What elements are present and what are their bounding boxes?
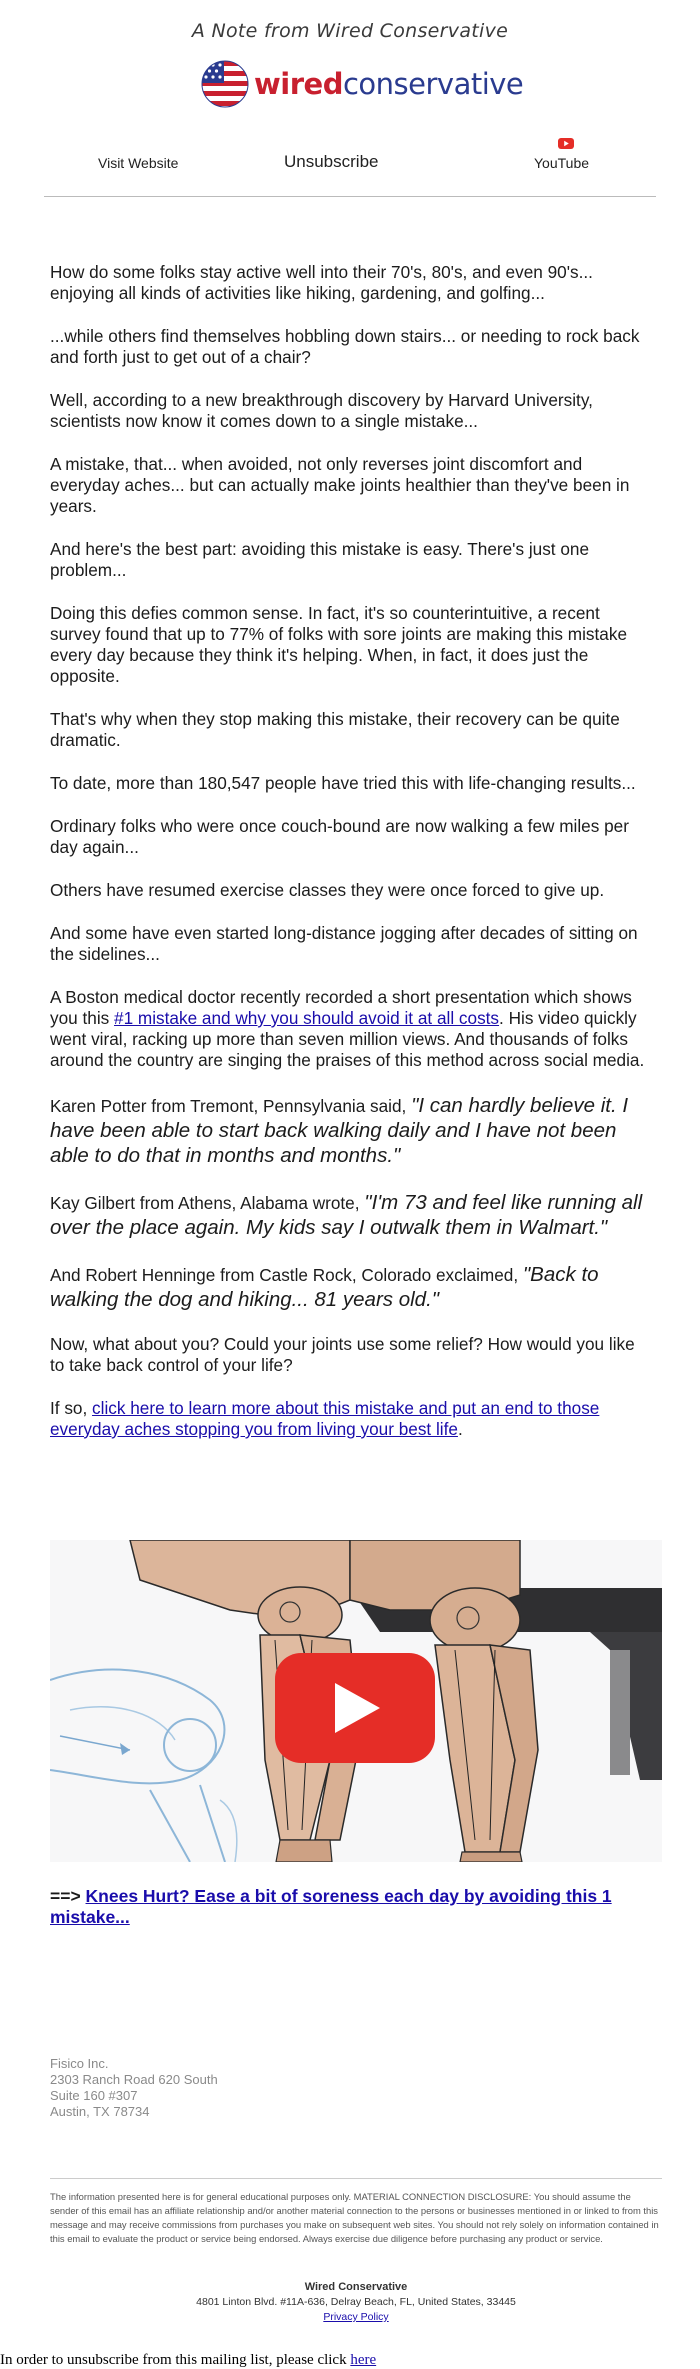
logo-wired-text: wired — [254, 67, 343, 101]
testimonial — [50, 1262, 650, 1312]
paragraph: That's why when they stop making this mistake, their recovery can be quite dramatic. — [50, 709, 620, 750]
address-company: Fisico Inc. — [50, 2056, 109, 2071]
unsubscribe-link[interactable]: Unsubscribe — [284, 152, 379, 171]
paragraph-text: A Boston medical doctor recently recorded a short presentation which shows you this — [50, 987, 632, 1028]
brand-logo[interactable] — [200, 58, 524, 110]
mistake-video-link[interactable]: #1 mistake and why you should avoid it at all costs — [114, 1008, 500, 1028]
logo-wordmark — [254, 67, 523, 101]
paragraph-text: . — [457, 1419, 463, 1439]
unsubscribe-here-link[interactable]: here — [350, 2352, 377, 2368]
cta-line — [50, 1886, 660, 1928]
youtube-icon[interactable] — [558, 138, 574, 149]
paragraph-text: If so, — [50, 1398, 93, 1418]
logo-conservative-text: conservative — [342, 67, 524, 101]
address-line: 2303 Ranch Road 620 South — [50, 2072, 218, 2087]
paragraph-with-link — [50, 1398, 650, 1440]
footer-address: 4801 Linton Blvd. #11A-636, Delray Beach, FL, United States, 33445 — [196, 2296, 516, 2308]
testimonial — [50, 1190, 650, 1240]
footer-brand-name: Wired Conservative — [304, 2281, 408, 2293]
testimonial-quote: "I'm 73 and feel like running all over the place again. My kids say I outwalk them in Walmart." — [50, 1191, 643, 1239]
testimonial-quote: "Back to walking the dog and hiking... 81 years old." — [50, 1263, 599, 1311]
unsubscribe-notice-text: In order to unsubscribe from this mailing list, please click — [0, 2352, 351, 2368]
knee-illustration — [50, 1540, 662, 1862]
paragraph: Others have resumed exercise classes they were once forced to give up. — [50, 880, 605, 900]
header-note: A Note from Wired Conservative — [191, 20, 509, 42]
paragraph: A mistake, that... when avoided, not only reverses joint discomfort and everyday aches... but can actually make joints healthier than they've been in years. — [50, 454, 630, 516]
flag-globe-icon — [200, 59, 250, 109]
address-line: Suite 160 #307 — [50, 2088, 138, 2103]
address-line: Austin, TX 78734 — [50, 2104, 150, 2119]
testimonial — [50, 1093, 650, 1168]
visit-website-link[interactable]: Visit Website — [98, 155, 179, 171]
paragraph: Doing this defies common sense. In fact, it's so counterintuitive, a recent survey found that up to 77% of folks with sore joints are making this mistake every day because they think it's helping. When, in fact, it does just the opposite. — [50, 603, 628, 686]
paragraph: To date, more than 180,547 people have tried this with life-changing results... — [50, 773, 636, 793]
nav-divider — [44, 196, 656, 197]
unsubscribe-notice — [0, 2352, 700, 2369]
paragraph: Ordinary folks who were once couch-bound are now walking a few miles per day again... — [50, 816, 629, 857]
paragraph: How do some folks stay active well into their 70's, 80's, and even 90's... enjoying all kinds of activities like hiking, gardening, and golfing... — [50, 262, 593, 303]
learn-more-link[interactable]: click here to learn more about this mistake and put an end to those everyday aches stopping you from living your best life — [50, 1398, 600, 1439]
paragraph-text: . His video quickly went viral, racking up more than seven million views. And thousands of folks around the country are singing the praises of this method across social media. — [50, 1008, 645, 1070]
testimonial-intro: Kay Gilbert from Athens, Alabama wrote, — [50, 1193, 365, 1213]
privacy-policy-link[interactable]: Privacy Policy — [323, 2311, 389, 2323]
paragraph: ...while others find themselves hobbling down stairs... or needing to rock back and forth just to get out of a chair? — [50, 326, 640, 367]
footer-divider — [50, 2178, 662, 2179]
footer — [50, 2280, 662, 2325]
video-thumbnail[interactable] — [50, 1540, 662, 1862]
paragraph: And some have even started long-distance jogging after decades of sitting on the sidelines... — [50, 923, 638, 964]
top-nav — [44, 138, 654, 178]
email-body — [50, 262, 650, 1462]
paragraph-with-link — [50, 987, 650, 1071]
knees-hurt-link[interactable]: Knees Hurt? Ease a bit of soreness each day by avoiding this 1 mistake... — [50, 1886, 612, 1927]
paragraph: Well, according to a new breakthrough discovery by Harvard University, scientists now know it comes down to a single mistake... — [50, 390, 593, 431]
testimonial-intro: Karen Potter from Tremont, Pennsylvania said, — [50, 1096, 412, 1116]
sender-address — [50, 2056, 350, 2120]
paragraph: And here's the best part: avoiding this mistake is easy. There's just one problem... — [50, 539, 590, 580]
disclaimer-text: The information presented here is for general educational purposes only. MATERIAL CONNECTION DISCLOSURE: You should assume the sender of this email has an affiliate relationship and/or another material connection to the persons or businesses mentioned in or linked to from this message and may receive commissions from purchases you make on subsequent web sites. You should not rely solely on information contained in this email to evaluate the product or service being endorsed. Always exercise due diligence before purchasing any product or service. — [50, 2191, 659, 2244]
testimonial-intro: And Robert Henninge from Castle Rock, Colorado exclaimed, — [50, 1265, 523, 1285]
cta-arrow: ==> — [50, 1886, 86, 1906]
paragraph: Now, what about you? Could your joints use some relief? How would you like to take back control of your life? — [50, 1334, 635, 1375]
youtube-link[interactable]: YouTube — [534, 155, 590, 171]
testimonial-quote: "I can hardly believe it. I have been able to start back walking daily and I have not been able to do that in months and months." — [50, 1094, 629, 1167]
